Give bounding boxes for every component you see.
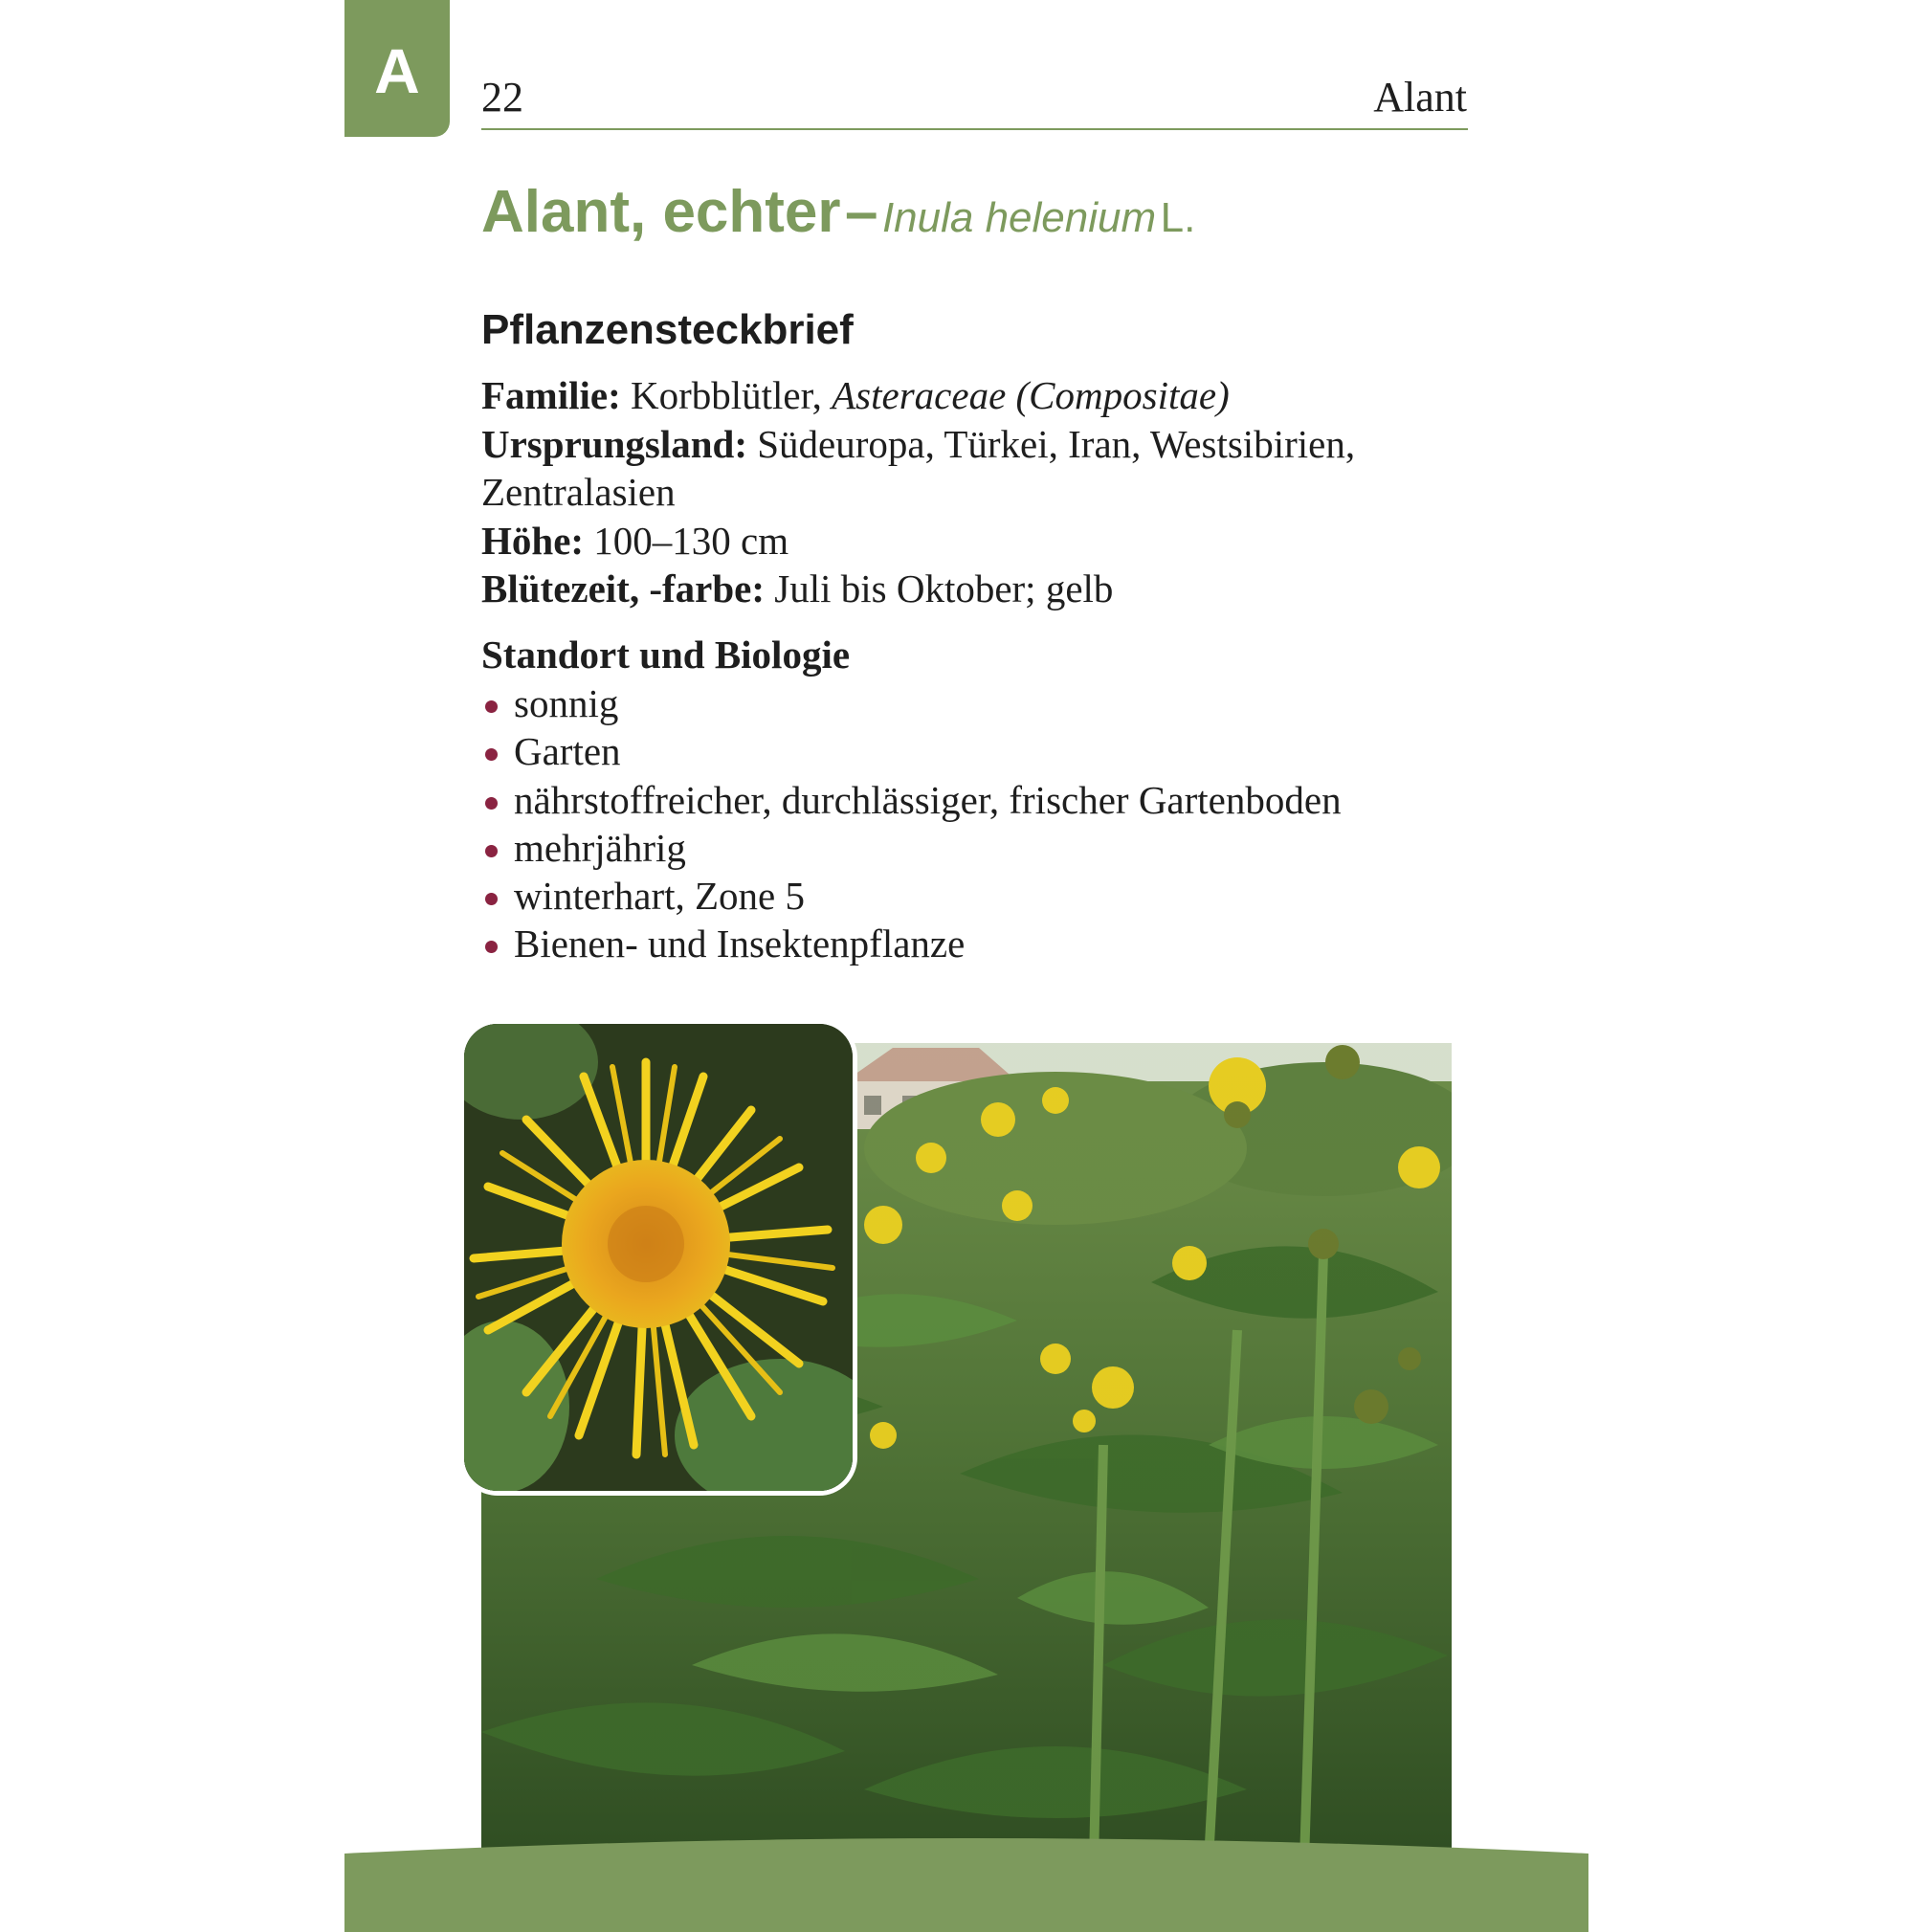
bullet-icon	[485, 893, 498, 905]
fact-bluete	[481, 565, 1477, 613]
biologie-heading: Standort und Biologie	[481, 633, 851, 677]
bullet-icon	[485, 748, 498, 761]
list-item	[481, 776, 1342, 824]
page-title	[481, 178, 1195, 246]
chapter-letter: A	[374, 34, 420, 106]
footer-band	[344, 1832, 1588, 1932]
ursprung-value: Südeuropa, Türkei, Iran, Westsibirien, Zentralasien	[481, 421, 1356, 514]
list-item	[481, 872, 1342, 920]
bluete-value: Juli bis Oktober; gelb	[774, 566, 1114, 611]
list-item-text: nährstoffreicher, durchlässiger, frischer Gartenboden	[514, 777, 1342, 822]
title-common-name: Alant, echter	[481, 179, 841, 245]
flower-closeup-photo	[459, 1019, 857, 1496]
bluete-label: Blütezeit, -farbe:	[481, 566, 765, 611]
hoehe-value: 100–130 cm	[593, 518, 789, 563]
fact-hoehe	[481, 517, 1477, 566]
fact-familie	[481, 371, 1477, 420]
title-dash: –	[845, 179, 878, 245]
title-latin-name: Inula helenium	[881, 194, 1157, 241]
bullet-icon	[485, 700, 498, 713]
list-item-text: Bienen- und Insektenpflanze	[514, 922, 966, 966]
steckbrief-facts	[481, 371, 1477, 613]
list-item-text: winterhart, Zone 5	[514, 874, 805, 919]
steckbrief-heading: Pflanzensteckbrief	[481, 306, 854, 353]
list-item-text: sonnig	[514, 681, 619, 725]
list-item	[481, 727, 1342, 775]
fact-ursprung	[481, 420, 1477, 517]
header-rule	[481, 128, 1468, 130]
bullet-icon	[485, 845, 498, 857]
list-item	[481, 920, 1342, 967]
list-item-text: mehrjährig	[514, 825, 686, 870]
title-author: L.	[1160, 194, 1196, 241]
list-item	[481, 679, 1342, 727]
hoehe-label: Höhe:	[481, 518, 585, 563]
ursprung-label: Ursprungsland:	[481, 421, 747, 466]
biologie-list	[481, 679, 1342, 968]
familie-label: Familie:	[481, 373, 621, 417]
list-item	[481, 824, 1342, 872]
running-title: Alant	[1373, 74, 1467, 121]
familie-value: Korbblütler,	[630, 373, 822, 417]
page-number: 22	[481, 74, 523, 121]
bullet-icon	[485, 797, 498, 810]
familie-latin: Asteraceae (Compositae)	[832, 373, 1230, 417]
bullet-icon	[485, 941, 498, 953]
chapter-tab	[344, 0, 450, 137]
list-item-text: Garten	[514, 729, 621, 774]
